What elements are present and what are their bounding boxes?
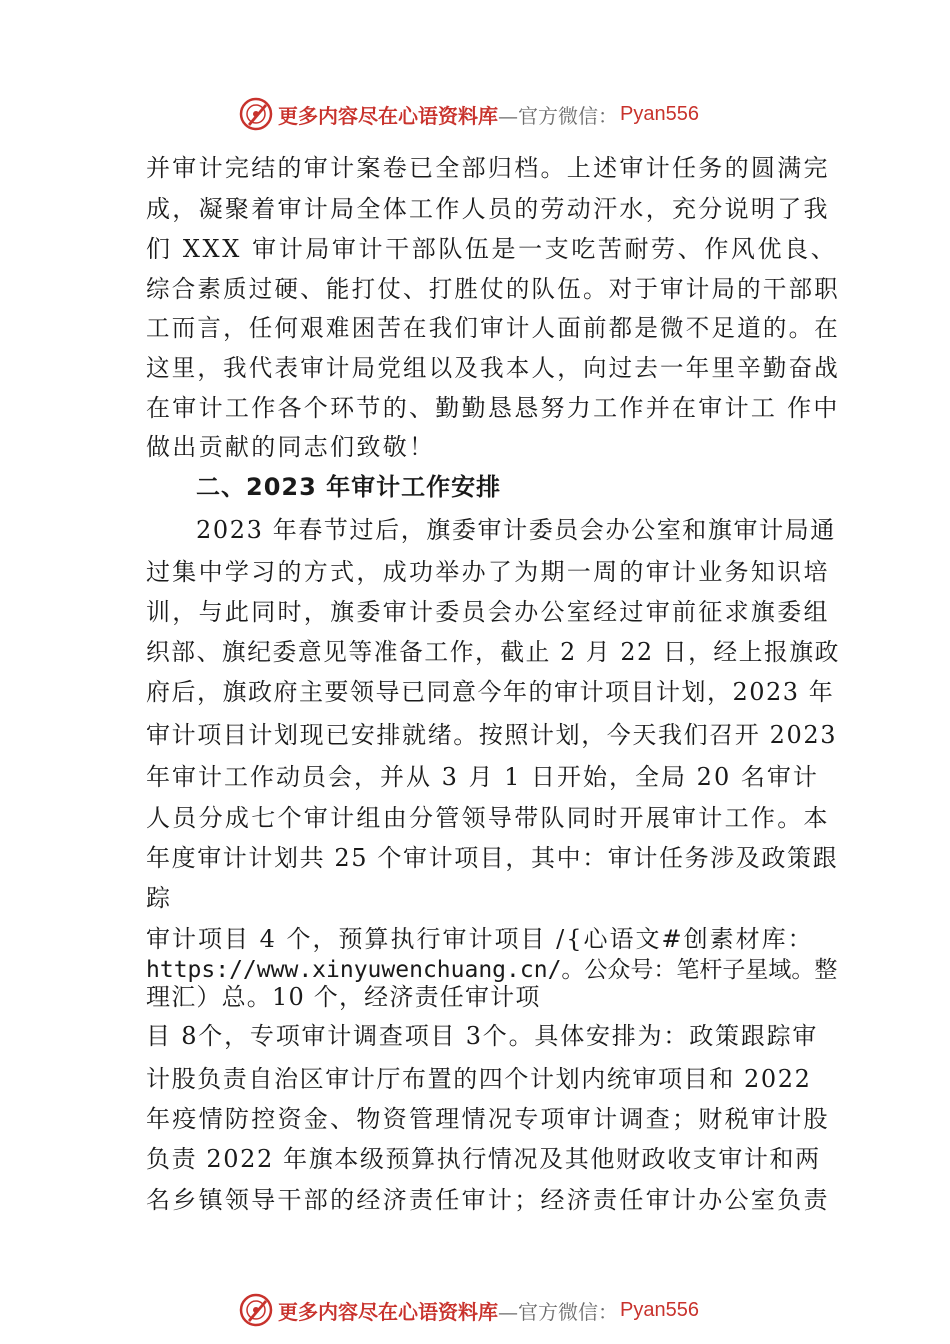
- paragraph-line: 府后，旗政府主要领导已同意今年的审计项目计划，2023 年: [146, 678, 835, 706]
- header-brand-text: 更多内容尽在心语资料库: [278, 103, 498, 128]
- paragraph-line: 目 8个，专项审计调查项目 3个。具体安排为：政策跟踪审: [146, 1022, 819, 1050]
- paragraph-line: 工而言，任何艰难困苦在我们审计人面前都是微不足道的。在: [146, 314, 840, 342]
- footer-brand-text: 更多内容尽在心语资料库: [278, 1299, 498, 1324]
- paragraph-line: 训，与此同时，旗委审计委员会办公室经过审前征求旗委组: [146, 598, 830, 626]
- paragraph-line: 成，凝聚着审计局全体工作人员的劳动汗水，充分说明了我: [146, 195, 830, 223]
- section-heading: 二、2023 年审计工作安排: [196, 473, 502, 501]
- header-wechat-id: Pyan556: [620, 102, 699, 125]
- paragraph-line: 年度审计计划共 25 个审计项目，其中：审计任务涉及政策跟: [146, 844, 839, 872]
- paragraph-line: 理汇）总。10 个，经济责任审计项: [146, 983, 541, 1011]
- paragraph-line: 负责 2022 年旗本级预算执行情况及其他财政收支审计和两: [146, 1145, 821, 1173]
- paragraph-line: 审计项目计划现已安排就绪。按照计划，今天我们召开 2023: [146, 721, 838, 749]
- paragraph-line: 计股负责自治区审计厅布置的四个计划内统审项目和 2022: [146, 1065, 812, 1093]
- paragraph-line: 做出贡献的同志们致敬！: [146, 433, 436, 461]
- paragraph-line: 人员分成七个审计组由分管领导带队同时开展审计工作。本: [146, 804, 830, 832]
- paragraph-line: 在审计工作各个环节的、勤勤恳恳努力工作并在审计工 作中: [146, 394, 840, 422]
- paragraph-line: 综合素质过硬、能打仗、打胜仗的队伍。对于审计局的干部职: [146, 275, 840, 303]
- brand-logo-icon: [238, 1292, 274, 1328]
- paragraph-line: 审计项目 4 个，预算执行审计项目 /{心语文#创素材库：: [146, 925, 814, 953]
- paragraph-line: 2023 年春节过后，旗委审计委员会办公室和旗审计局通: [196, 516, 836, 544]
- brand-logo-icon: [238, 96, 274, 132]
- paragraph-line: 织部、旗纪委意见等准备工作，截止 2 月 22 日，经上报旗政: [146, 638, 841, 666]
- header-wechat-label: —官方微信：: [498, 103, 618, 128]
- footer-wechat-label: —官方微信：: [498, 1299, 618, 1324]
- paragraph-line: 过集中学习的方式，成功举办了为期一周的审计业务知识培: [146, 558, 830, 586]
- paragraph-line: 名乡镇领导干部的经济责任审计；经济责任审计办公室负责: [146, 1186, 830, 1214]
- header-banner: [238, 94, 699, 134]
- paragraph-line: 踪: [146, 884, 173, 912]
- paragraph-line: 们 XXX 审计局审计干部队伍是一支吃苦耐劳、作风优良、: [146, 235, 838, 263]
- paragraph-line: 年审计工作动员会，并从 3 月 1 日开始，全局 20 名审计: [146, 763, 819, 791]
- paragraph-line: https://www.xinyuwenchuang.cn/。公众号：笔杆子星域。整: [146, 957, 838, 983]
- paragraph-line: 这里，我代表审计局党组以及我本人，向过去一年里辛勤奋战: [146, 354, 840, 382]
- footer-banner: [238, 1290, 699, 1330]
- footer-wechat-id: Pyan556: [620, 1298, 699, 1321]
- paragraph-line: 年疫情防控资金、物资管理情况专项审计调查；财税审计股: [146, 1105, 830, 1133]
- paragraph-line: 并审计完结的审计案卷已全部归档。上述审计任务的圆满完: [146, 154, 830, 182]
